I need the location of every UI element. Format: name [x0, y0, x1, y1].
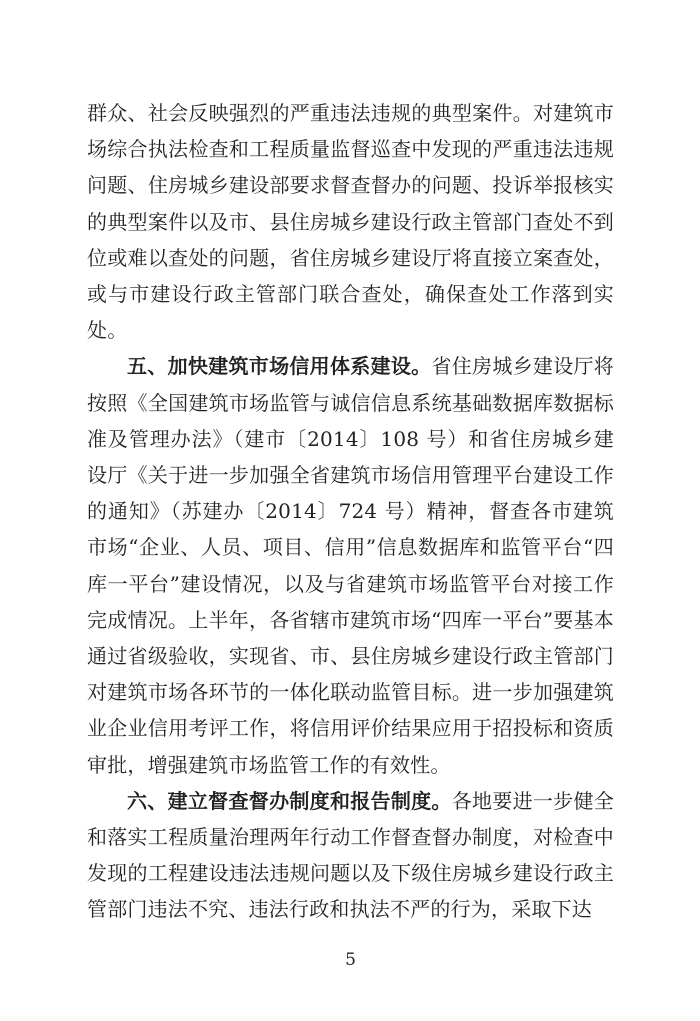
paragraph-section-5: [87, 348, 614, 782]
section-6-heading: 六、建立督查督办制度和报告制度。: [127, 788, 452, 813]
section-6-text: 各地要进一步健全和落实工程质量治理两年行动工作督查督办制度，对检查中发现的工程建设违法违规问题以及下级住房城乡建设行政主管部门违法不究、违法行政和执法不严的行为，采取下达: [87, 788, 614, 922]
paragraph-continuation-text: 群众、社会反映强烈的严重违法违规的典型案件。对建筑市场综合执法检查和工程质量监督巡查中发现的严重违法违规问题、住房城乡建设部要求督查督办的问题、投诉举报核实的典型案件以及市、县住房城乡建设行政主管部门查处不到位或难以查处的问题，省住房城乡建设厅将直接立案查处，或与市建设行政主管部门联合查处，确保查处工作落到实处。: [87, 101, 614, 343]
paragraph-continuation: [87, 95, 614, 348]
page-number: 5: [345, 950, 356, 970]
document-body: [87, 95, 614, 928]
paragraph-section-6: [87, 783, 614, 928]
section-5-text: 省住房城乡建设厅将按照《全国建筑市场监管与诚信信息系统基础数据库数据标准及管理办法》（建市〔2014〕108 号）和省住房城乡建设厅《关于进一步加强全省建筑市场信用管理平台建设工作的通知》（苏建办〔2014〕724 号）精神，督查各市建筑市场“企业、人员、项目、信用”信息数据库和监管平台“四库一平台”建设情况，以及与省建筑市场监管平台对接工作完成情况。上半年，各省辖市建筑市场“四库一平台”要基本通过省级验收，实现省、市、县住房城乡建设行政主管部门对建筑市场各环节的一体化联动监管目标。进一步加强建筑业企业信用考评工作，将信用评价结果应用于招投标和资质审批，增强建筑市场监管工作的有效性。: [87, 354, 614, 777]
section-5-heading: 五、加快建筑市场信用体系建设。: [127, 354, 432, 379]
